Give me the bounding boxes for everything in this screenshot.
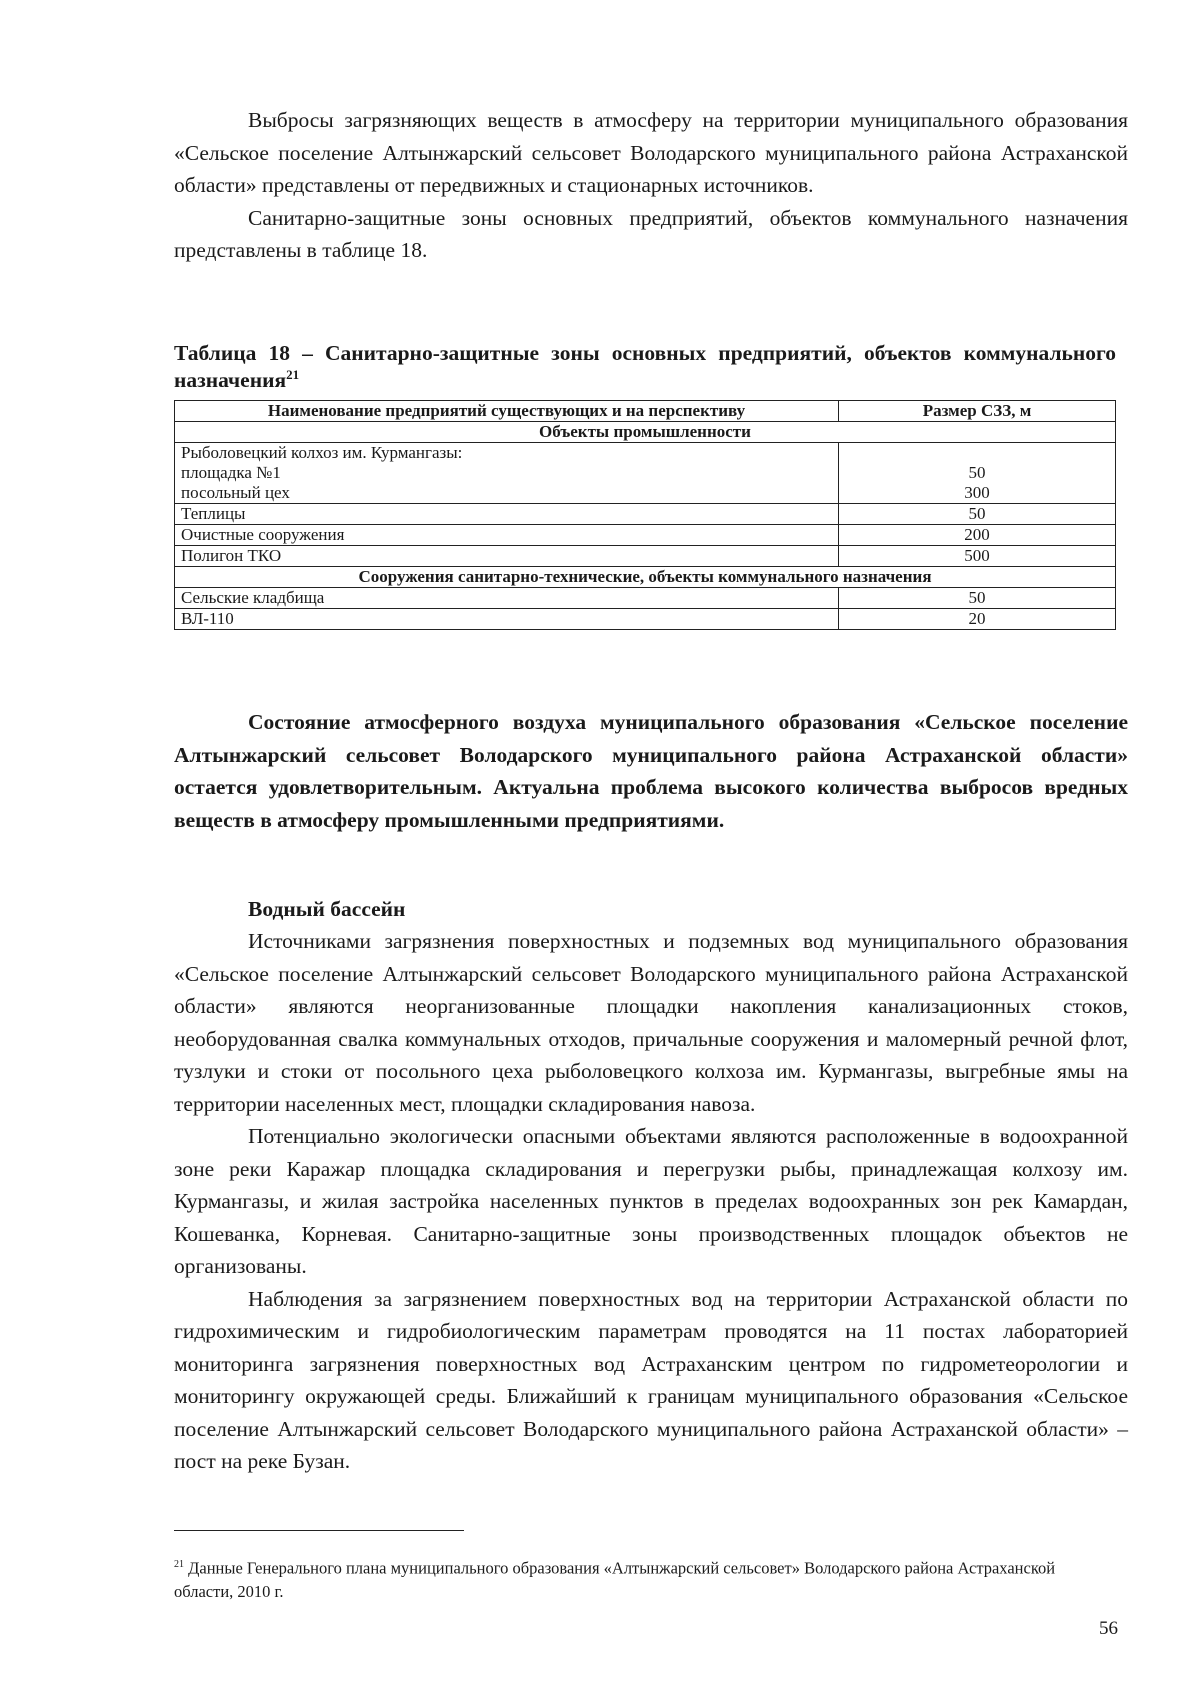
table-row — [175, 443, 1116, 504]
cell-size: 20 — [839, 609, 1116, 630]
kolkhoz-site1: площадка №1 — [181, 463, 281, 482]
section-row — [175, 422, 1116, 443]
table-row — [175, 525, 1116, 546]
paragraph-water-objects: Потенциально экологически опасными объектами являются расположенные в водоохранной зоне реки Каражар площадка складирования и перегрузки рыбы, принадлежащая колхозу им. Курмангазы, и жилая застройка населенных пунктов в пределах водоохранных зон рек Камардан, Кошеванка, Корневая. Санитарно-защитные зоны производственных площадок объектов не организованы. — [174, 1124, 1128, 1278]
cell-name — [175, 443, 839, 504]
cell-size: 200 — [839, 525, 1116, 546]
footnote-ref: 21 — [286, 366, 300, 382]
paragraph-emissions: Выбросы загрязняющих веществ в атмосферу на территории муниципального образования «Сельское поселение Алтынжарский сельсовет Володарского муниципального района Астраханской области» представлены от передвижных и стационарных источников. — [174, 108, 1128, 197]
table-caption — [174, 340, 1116, 394]
cell-name: ВЛ-110 — [175, 609, 839, 630]
cell-name: Сельские кладбища — [175, 588, 839, 609]
water-section — [174, 893, 1128, 1478]
paragraph-water-sources: Источниками загрязнения поверхностных и подземных вод муниципального образования «Сельское поселение Алтынжарский сельсовет Володарского муниципального района Астраханской области» являются неорганизованные площадки накопления канализационных стоков, необорудованная свалка коммунальных отходов, причальные сооружения и маломерный речной флот, тузлуки и стоки от посольного цеха рыболовецкого колхоза им. Курмангазы, выгребные ямы на территории населенных мест, площадки складирования навоза. — [174, 929, 1128, 1116]
sanitary-zones-table — [174, 400, 1116, 630]
table-row — [175, 609, 1116, 630]
cell-size: 500 — [839, 546, 1116, 567]
table-row — [175, 588, 1116, 609]
page-number: 56 — [1099, 1618, 1118, 1639]
kolkhoz-shop: посольный цех — [181, 483, 290, 502]
table-caption-text: Таблица 18 – Санитарно-защитные зоны основных предприятий, объектов коммунального назначения — [174, 341, 1116, 392]
cell-name: Очистные сооружения — [175, 525, 839, 546]
section-communal: Сооружения санитарно-технические, объекты коммунального назначения — [175, 567, 1116, 588]
cell-name: Полигон ТКО — [175, 546, 839, 567]
cell-size: 50 — [839, 504, 1116, 525]
water-heading: Водный бассейн — [248, 897, 406, 921]
conclusion-text: Состояние атмосферного воздуха муниципального образования «Сельское поселение Алтынжарский сельсовет Володарского муниципального района Астраханской области» остается удовлетворительным. Актуальна проблема высокого количества выбросов вредных веществ в атмосферу промышленными предприятиями. — [174, 710, 1128, 832]
table-row — [175, 546, 1116, 567]
header-size: Размер СЗЗ, м — [839, 401, 1116, 422]
cell-name: Теплицы — [175, 504, 839, 525]
table-header-row — [175, 401, 1116, 422]
footnote-text: Данные Генерального плана муниципального образования «Алтынжарский сельсовет» Володарского района Астраханской области, 2010 г. — [174, 1558, 1056, 1601]
cell-size — [839, 443, 1116, 504]
table-caption-block — [174, 340, 1116, 394]
table-row — [175, 504, 1116, 525]
kolkhoz-title: Рыболовецкий колхоз им. Курмангазы: — [181, 443, 463, 462]
kolkhoz-shop-size: 300 — [964, 483, 990, 502]
paragraph-water-monitoring: Наблюдения за загрязнением поверхностных вод на территории Астраханской области по гидрохимическим и гидробиологическим параметрам проводятся на 11 постах лабораторией мониторинга загрязнения поверхностных вод Астраханским центром по гидрометеорологии и мониторингу окружающей среды. Ближайший к границам муниципального образования «Сельское поселение Алтынжарский сельсовет Володарского муниципального района Астраханской области» – пост на реке Бузан. — [174, 1286, 1128, 1473]
section-industrial: Объекты промышленности — [175, 422, 1116, 443]
cell-size: 50 — [839, 588, 1116, 609]
footnote — [174, 1553, 1074, 1603]
intro-text — [174, 104, 1128, 267]
header-name: Наименование предприятий существующих и на перспективу — [175, 401, 839, 422]
footnote-number: 21 — [174, 1559, 184, 1570]
footnote-divider — [174, 1530, 464, 1531]
conclusion-block — [174, 706, 1128, 836]
section-row — [175, 567, 1116, 588]
kolkhoz-site1-size: 50 — [968, 463, 986, 482]
paragraph-sanitary-zones: Санитарно-защитные зоны основных предприятий, объектов коммунального назначения представлены в таблице 18. — [174, 205, 1128, 262]
